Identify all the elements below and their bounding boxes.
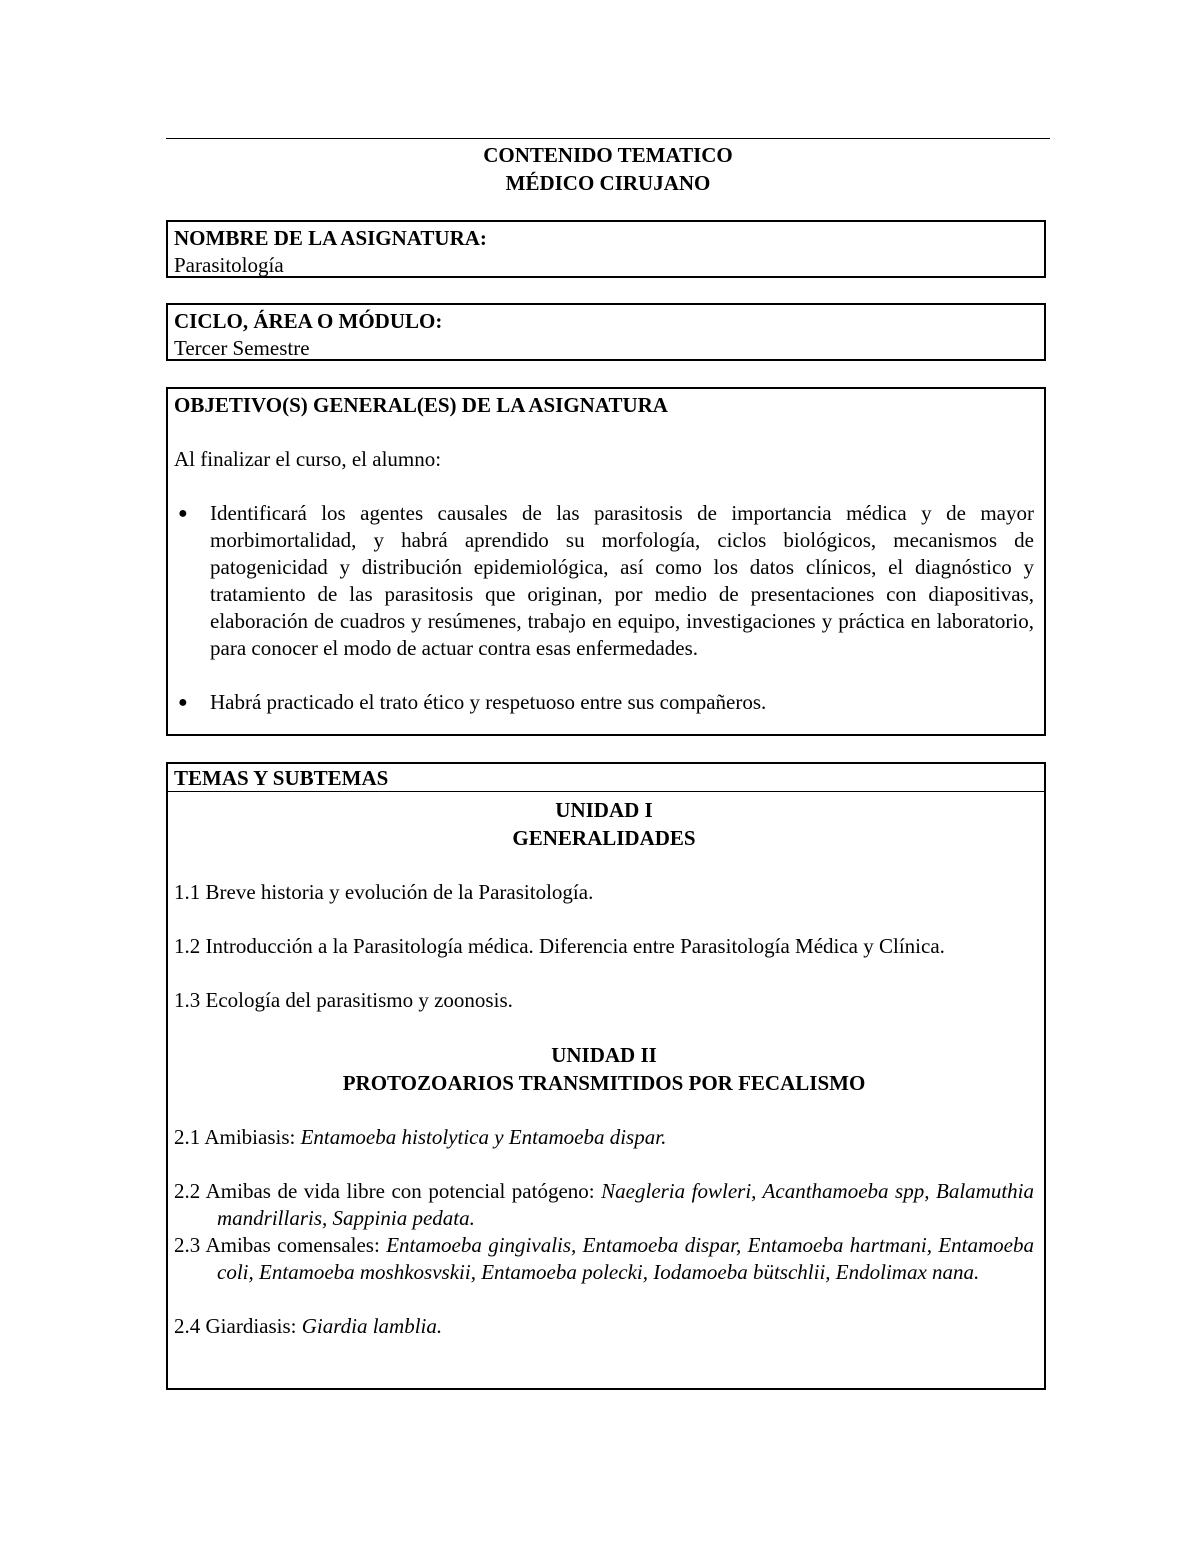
objetivos-box xyxy=(166,387,1046,736)
objetivos-label: OBJETIVO(S) GENERAL(ES) DE LA ASIGNATURA xyxy=(174,393,668,417)
list-item xyxy=(174,500,1034,662)
top-rule xyxy=(166,138,1050,139)
ciclo-box xyxy=(166,303,1046,361)
objetivos-list xyxy=(174,500,1034,716)
topic-2-2 xyxy=(174,1178,1034,1232)
unidad-2-titulo: PROTOZOARIOS TRANSMITIDOS POR FECALISMO xyxy=(342,1071,866,1095)
bullet-icon: ● xyxy=(178,694,188,711)
asignatura-label: NOMBRE DE LA ASIGNATURA: xyxy=(174,226,487,250)
unidad-1-titulo: GENERALIDADES xyxy=(512,826,696,850)
topic-2-1-species: Entamoeba histolytica y Entamoeba dispar. xyxy=(300,1125,667,1149)
topic-2-1-prefix: 2.1 Amibiasis: xyxy=(174,1125,301,1149)
unidad-2-heading xyxy=(174,1041,1034,1097)
unidad-1-heading xyxy=(174,796,1034,852)
topic-2-3-prefix: 2.3 Amibas comensales: xyxy=(174,1233,387,1257)
title-line-1: CONTENIDO TEMATICO xyxy=(483,143,733,167)
list-item xyxy=(174,689,1034,716)
asignatura-box xyxy=(166,220,1046,278)
temas-label: TEMAS Y SUBTEMAS xyxy=(168,764,1044,792)
objetivos-intro: Al finalizar el curso, el alumno: xyxy=(174,447,442,471)
topic-1-2: 1.2 Introducción a la Parasitología médica. Diferencia entre Parasitología Médica y Clínica. xyxy=(174,934,945,958)
topic-2-1 xyxy=(174,1124,1034,1151)
topic-2-4-prefix: 2.4 Giardiasis: xyxy=(174,1314,302,1338)
topic-2-2-prefix: 2.2 Amibas de vida libre con potencial patógeno: xyxy=(174,1179,602,1203)
objetivo-text: Habrá practicado el trato ético y respetuoso entre sus compañeros. xyxy=(210,690,767,714)
objetivo-text: Identificará los agentes causales de las parasitosis de importancia médica y de mayor morbimortalidad, y habrá aprendido su morfología, ciclos biológicos, mecanismos de patogenicidad y distribución epidemiológica, así como los datos clínicos, el diagnóstico y tratamiento de las parasitosis que originan, por medio de presentaciones con diapositivas, elaboración de cuadros y resúmenes, trabajo en equipo, investigaciones y práctica en laboratorio, para conocer el modo de actuar contra esas enfermedades. xyxy=(210,501,1034,660)
topic-1-1: 1.1 Breve historia y evolución de la Parasitología. xyxy=(174,880,594,904)
bullet-icon: ● xyxy=(178,505,188,522)
topic-1-3: 1.3 Ecología del parasitismo y zoonosis. xyxy=(174,988,513,1012)
unidad-1-numero: UNIDAD I xyxy=(555,798,653,822)
topic-2-4 xyxy=(174,1313,1034,1340)
topic-2-3 xyxy=(174,1232,1034,1286)
topic-2-3-species: Entamoeba gingivalis, Entamoeba dispar, Entamoeba hartmani, Entamoeba coli, Entamoeba moshkosvskii, Entamoeba polecki, Iodamoeba bütschlii, Endolimax nana. xyxy=(217,1233,1034,1284)
title-line-2: MÉDICO CIRUJANO xyxy=(505,171,711,195)
document-title xyxy=(166,141,1050,197)
topic-2-4-species: Giardia lamblia. xyxy=(301,1314,443,1338)
ciclo-value: Tercer Semestre xyxy=(174,336,310,360)
topic-2-2-species: Naegleria fowleri, Acanthamoeba spp, Balamuthia mandrillaris, Sappinia pedata. xyxy=(217,1179,1034,1230)
temas-box xyxy=(166,762,1046,1390)
temas-body xyxy=(168,792,1044,1340)
unidad-2-numero: UNIDAD II xyxy=(551,1043,657,1067)
asignatura-value: Parasitología xyxy=(174,253,284,277)
ciclo-label: CICLO, ÁREA O MÓDULO: xyxy=(174,309,443,333)
